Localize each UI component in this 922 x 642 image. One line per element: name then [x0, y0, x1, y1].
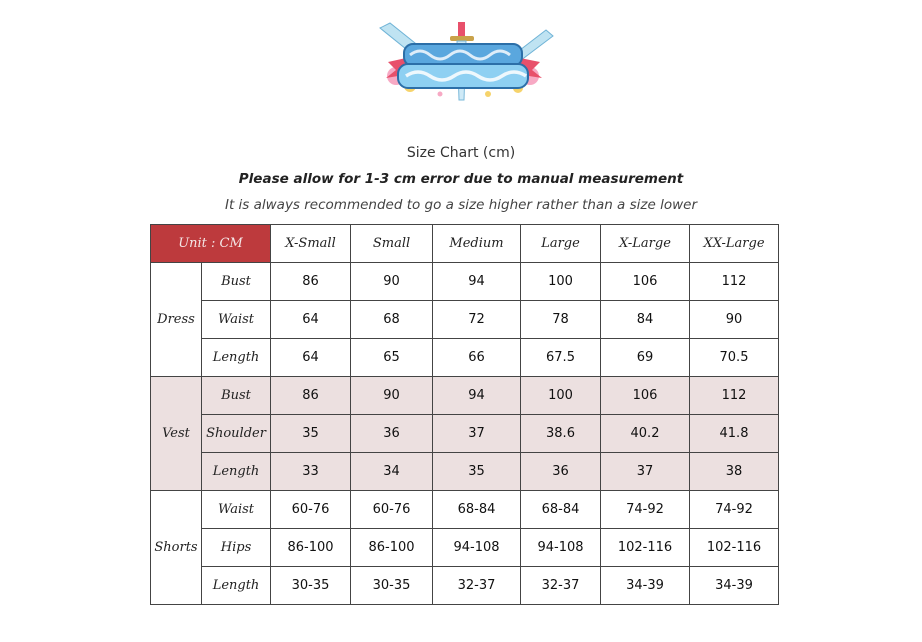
size-recommendation-note: It is always recommended to go a size higher rather than a size lower: [224, 197, 698, 213]
measure-label: Bust: [202, 377, 271, 415]
size-header-xs: X-Small: [271, 225, 351, 263]
table-row: [151, 415, 779, 453]
measure-label: Waist: [202, 491, 271, 529]
size-header-l: Large: [521, 225, 601, 263]
table-cell: 94-108: [433, 529, 521, 567]
table-cell: 69: [601, 339, 690, 377]
table-cell: 106: [601, 377, 690, 415]
table-row: [151, 339, 779, 377]
table-cell: 37: [601, 453, 690, 491]
table-cell: 68: [351, 301, 433, 339]
table-cell: 94: [433, 377, 521, 415]
table-cell: 100: [521, 377, 601, 415]
table-cell: 36: [521, 453, 601, 491]
size-header-xl: X-Large: [601, 225, 690, 263]
table-row: [151, 529, 779, 567]
table-cell: 100: [521, 263, 601, 301]
table-cell: 34-39: [601, 567, 690, 605]
table-cell: 32-37: [433, 567, 521, 605]
table-cell: 74-92: [601, 491, 690, 529]
table-cell: 64: [271, 339, 351, 377]
table-row: [151, 453, 779, 491]
table-cell: 86-100: [271, 529, 351, 567]
table-cell: 90: [351, 377, 433, 415]
table-cell: 94-108: [521, 529, 601, 567]
measurement-error-note: Please allow for 1-3 cm error due to manual measurement: [238, 171, 684, 187]
table-cell: 102-116: [690, 529, 779, 567]
table-row: [151, 263, 779, 301]
table-cell: 41.8: [690, 415, 779, 453]
table-cell: 90: [351, 263, 433, 301]
size-chart-table: [150, 224, 779, 605]
table-cell: 84: [601, 301, 690, 339]
table-cell: 86-100: [351, 529, 433, 567]
table-cell: 60-76: [351, 491, 433, 529]
table-cell: 30-35: [351, 567, 433, 605]
table-cell: 94: [433, 263, 521, 301]
table-cell: 67.5: [521, 339, 601, 377]
table-cell: 86: [271, 377, 351, 415]
table-cell: 66: [433, 339, 521, 377]
group-label-shorts: Shorts: [151, 491, 202, 605]
measure-label: Shoulder: [202, 415, 271, 453]
table-cell: 64: [271, 301, 351, 339]
size-header-xxl: XX-Large: [690, 225, 779, 263]
group-label-vest: Vest: [151, 377, 202, 491]
table-cell: 34-39: [690, 567, 779, 605]
measure-label: Length: [202, 339, 271, 377]
table-cell: 32-37: [521, 567, 601, 605]
measure-label: Length: [202, 567, 271, 605]
table-cell: 112: [690, 263, 779, 301]
table-cell: 86: [271, 263, 351, 301]
table-cell: 60-76: [271, 491, 351, 529]
measure-label: Waist: [202, 301, 271, 339]
table-cell: 35: [271, 415, 351, 453]
size-header-s: Small: [351, 225, 433, 263]
table-cell: 72: [433, 301, 521, 339]
header-row: [151, 225, 779, 263]
table-cell: 102-116: [601, 529, 690, 567]
table-cell: 30-35: [271, 567, 351, 605]
table-cell: 68-84: [433, 491, 521, 529]
table-row: [151, 567, 779, 605]
table-cell: 65: [351, 339, 433, 377]
table-cell: 37: [433, 415, 521, 453]
size-header-m: Medium: [433, 225, 521, 263]
table-cell: 40.2: [601, 415, 690, 453]
table-cell: 34: [351, 453, 433, 491]
table-cell: 38.6: [521, 415, 601, 453]
table-cell: 74-92: [690, 491, 779, 529]
unit-header: Unit : CM: [151, 225, 271, 263]
table-cell: 90: [690, 301, 779, 339]
size-chart-title: Size Chart (cm): [406, 145, 516, 161]
table-cell: 78: [521, 301, 601, 339]
table-cell: 112: [690, 377, 779, 415]
table-cell: 68-84: [521, 491, 601, 529]
table-cell: 106: [601, 263, 690, 301]
measure-label: Hips: [202, 529, 271, 567]
table-row: [151, 301, 779, 339]
group-label-dress: Dress: [151, 263, 202, 377]
table-cell: 35: [433, 453, 521, 491]
measure-label: Length: [202, 453, 271, 491]
table-row: [151, 491, 779, 529]
cosplay-warehouse-logo: [370, 18, 556, 102]
table-row: [151, 377, 779, 415]
table-cell: 38: [690, 453, 779, 491]
table-cell: 33: [271, 453, 351, 491]
measure-label: Bust: [202, 263, 271, 301]
table-cell: 70.5: [690, 339, 779, 377]
table-cell: 36: [351, 415, 433, 453]
